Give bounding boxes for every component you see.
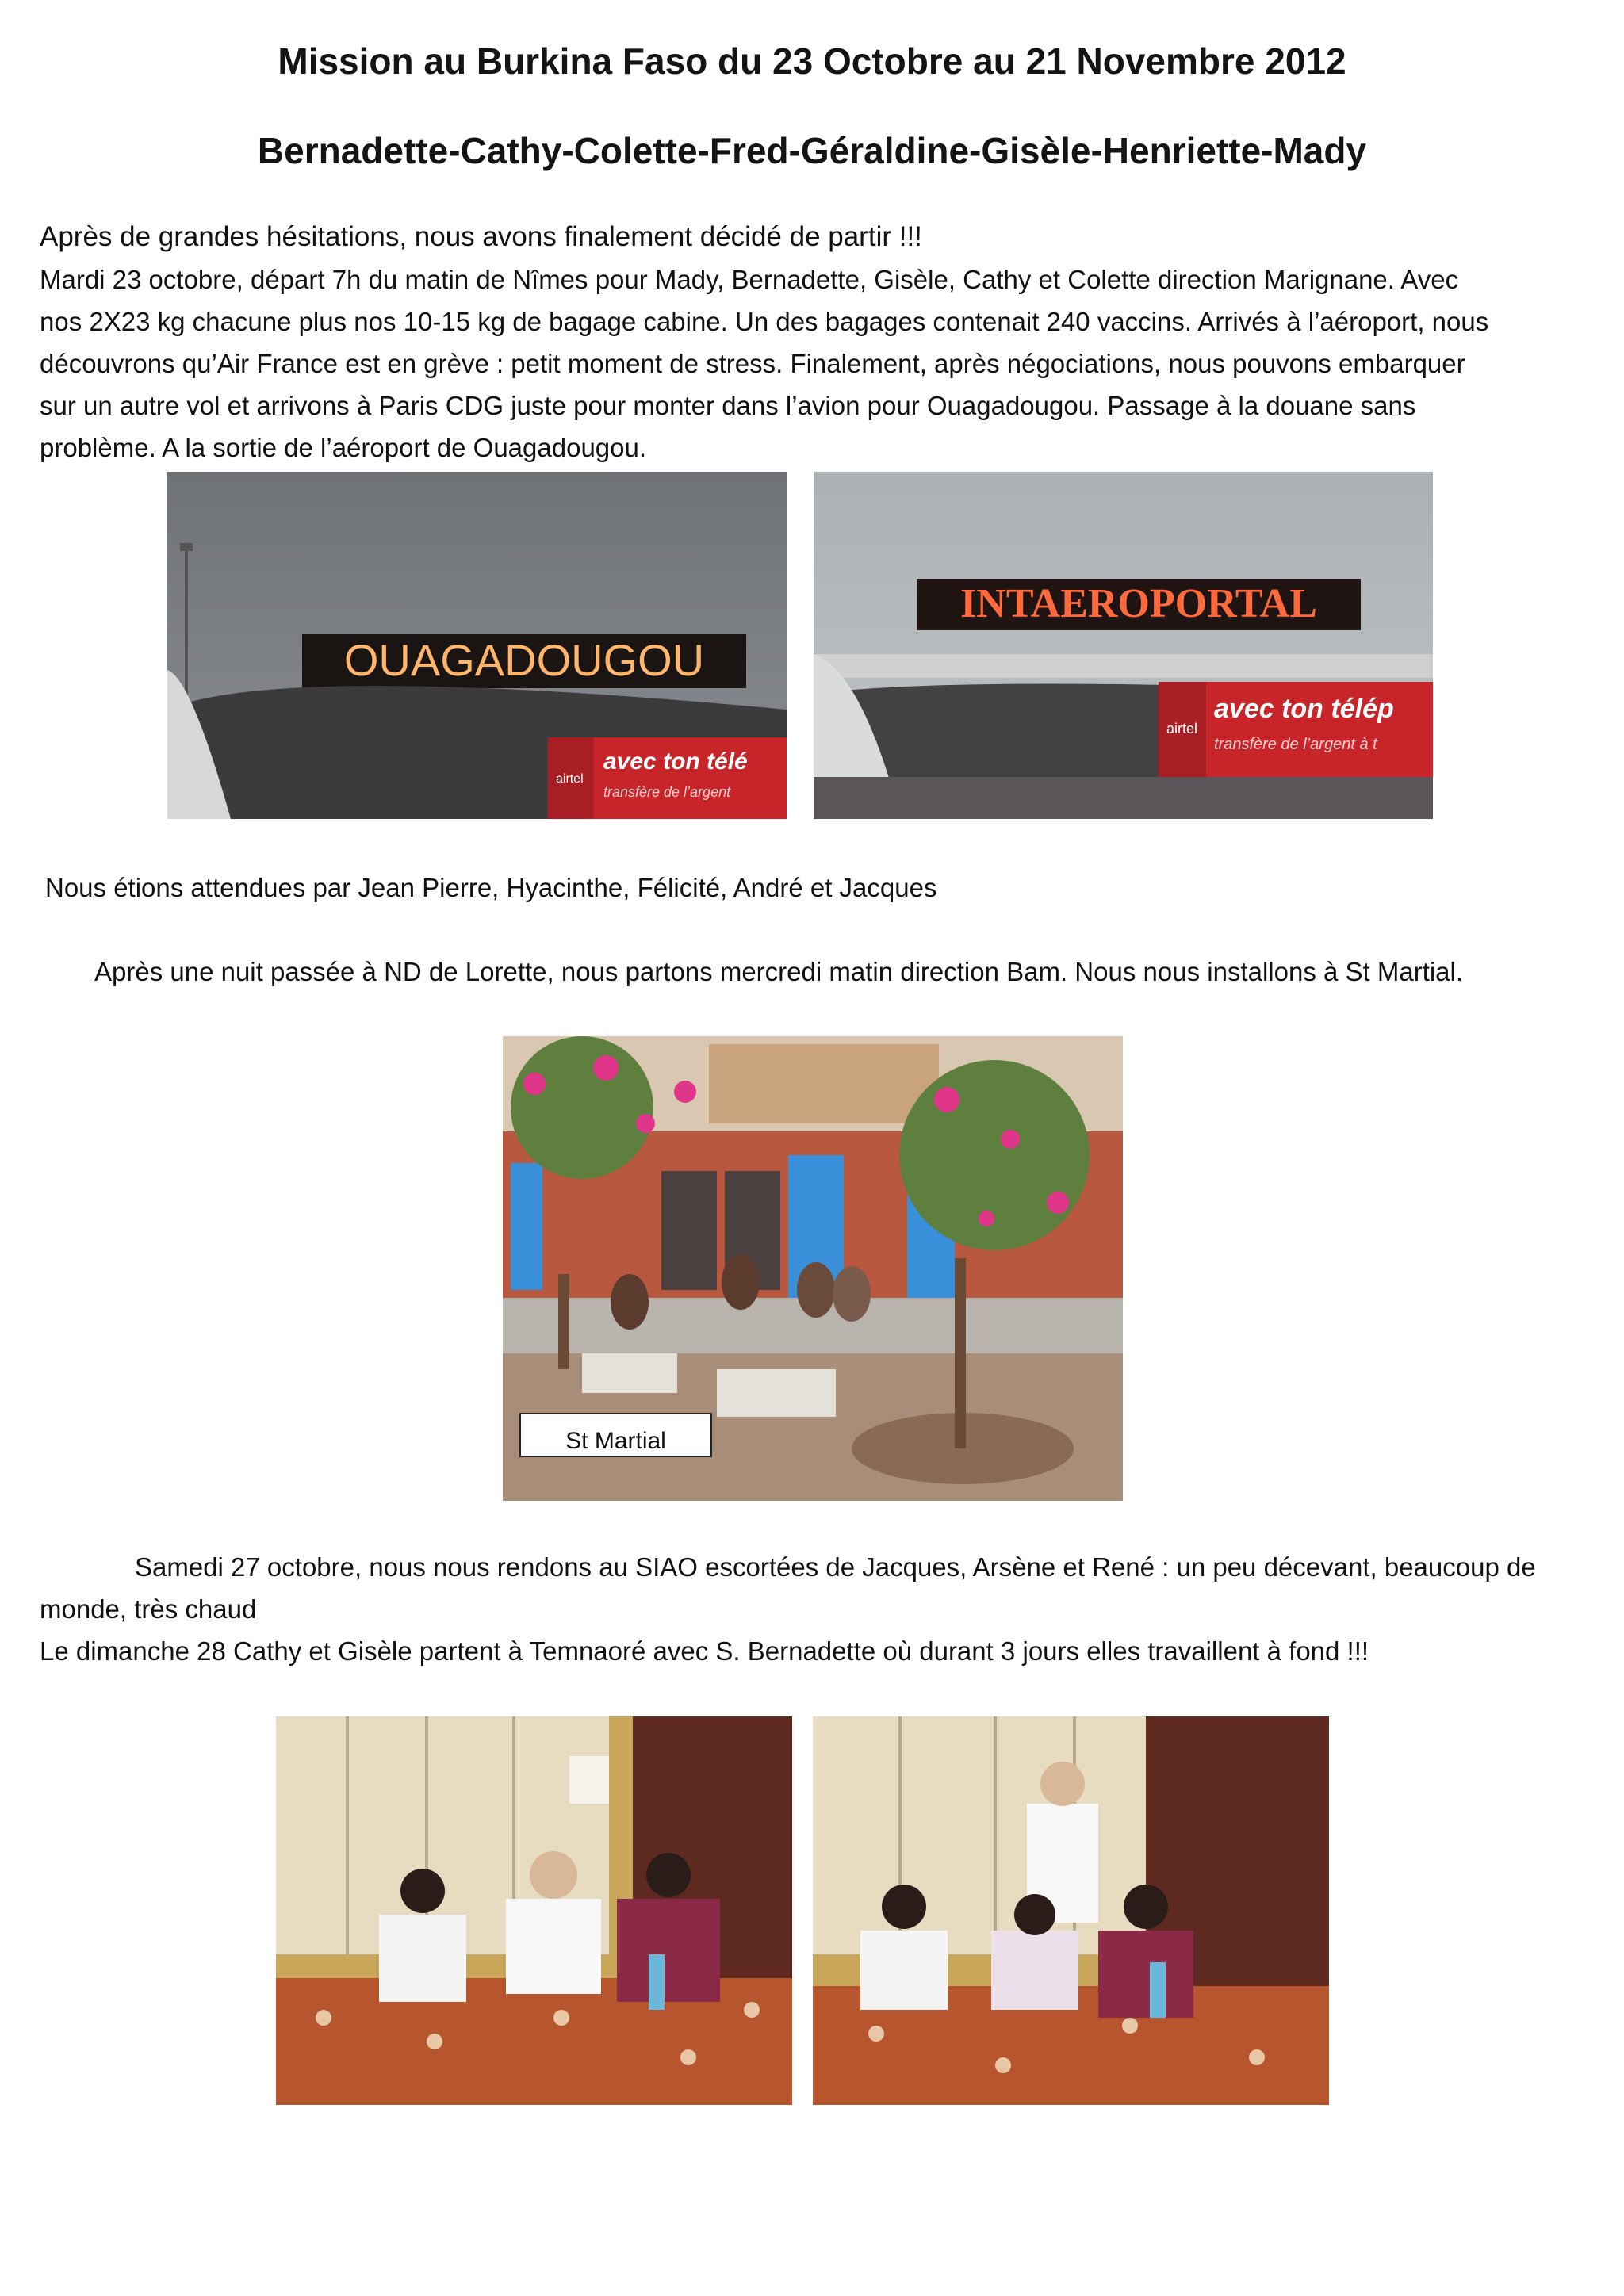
airport-sign-text: OUAGADOUGOU [343,635,705,685]
photo-airport-sign-2 [814,472,1433,819]
document-title: Mission au Burkina Faso du 23 Octobre au 21 Novembre 2012 [278,40,1346,82]
ad-subtext-2: transfère de l’argent à t [1214,736,1377,753]
intro-paragraph: Après de grandes hésitations, nous avons finalement décidé de partir !!! [40,221,922,252]
text-line: monde, très chaud [40,1594,257,1624]
ad-brand-text: airtel [556,772,584,786]
photo-clinic-1 [276,1716,792,2105]
text-line: problème. A la sortie de l’aéroport de Ouagadougou. [40,433,647,462]
text-line: découvrons qu’Air France est en grève : petit moment de stress. Finalement, après négociations, nous pouvons embarquer [40,349,1465,378]
ad-brand-text-2: airtel [1166,721,1198,737]
ad-text: avec ton télé [603,748,748,775]
text-line: Le dimanche 28 Cathy et Gisèle partent à Temnaoré avec S. Bernadette où durant 3 jours elles travaillent à fond !!! [40,1636,1369,1666]
ad-text-2: avec ton télép [1214,694,1394,724]
photo-airport-ouagadougou [167,472,787,819]
ad-subtext: transfère de l’argent [603,784,731,800]
text-line: sur un autre vol et arrivons à Paris CDG juste pour monter dans l’avion pour Ouagadougou. Passage à la douane sans [40,391,1416,420]
text-line: nos 2X23 kg chacune plus nos 10-15 kg de bagage cabine. Un des bagages contenait 240 vaccins. Arrivés à l’aéroport, nous [40,307,1489,336]
text-line: Samedi 27 octobre, nous nous rendons au SIAO escortées de Jacques, Arsène et René : un peu décevant, beaucoup de [135,1552,1536,1582]
paragraph-siao [40,1546,1594,1672]
photo-clinic-2 [813,1716,1329,2105]
document-subtitle: Bernadette-Cathy-Colette-Fred-Géraldine-Gisèle-Henriette-Mady [257,130,1367,171]
paragraph-welcome: Nous étions attendues par Jean Pierre, Hyacinthe, Félicité, André et Jacques [45,873,937,902]
paragraph-arrival: Après une nuit passée à ND de Lorette, nous partons mercredi matin direction Bam. Nous nous installons à St Martial. [94,957,1464,986]
photo-caption: St Martial [519,1413,712,1457]
paragraph-departure [40,258,1594,469]
text-line: Mardi 23 octobre, départ 7h du matin de Nîmes pour Mady, Bernadette, Gisèle, Cathy et Colette direction Marignane. Avec [40,265,1459,294]
airport-sign-text-2: INTAEROPORTAL [960,581,1317,626]
